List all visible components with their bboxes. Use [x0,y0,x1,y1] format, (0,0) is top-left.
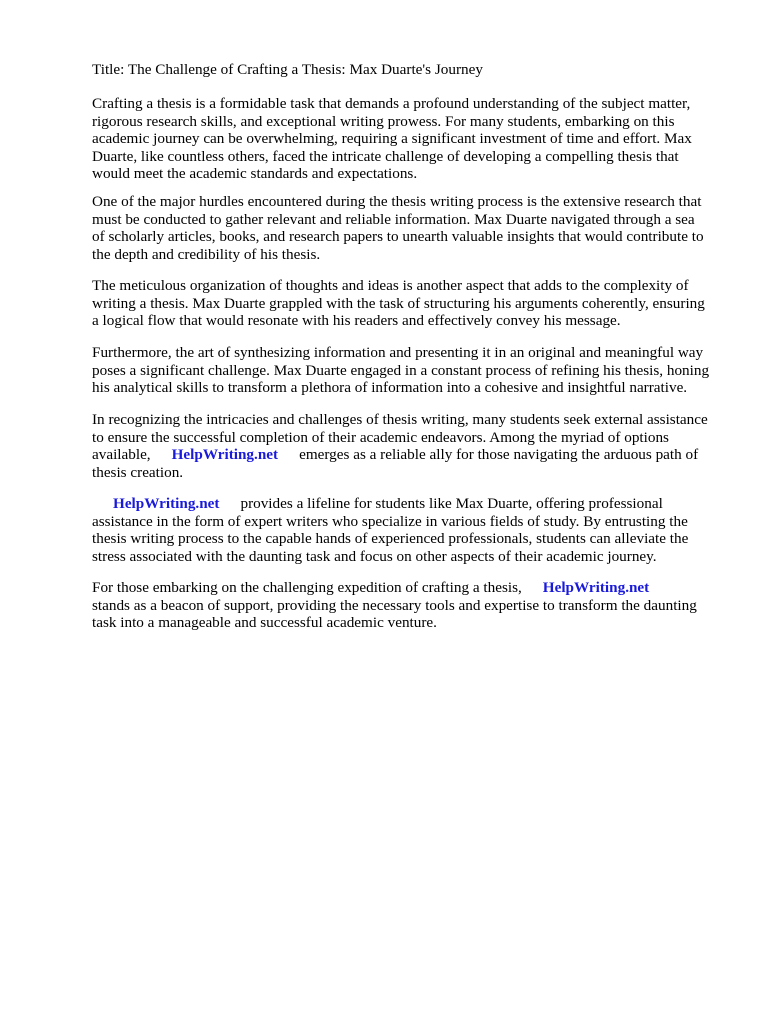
paragraph-intro [92,95,692,183]
paragraph-line: The meticulous organization of thoughts and ideas is another aspect that adds to the complexity of [92,277,689,294]
paragraph-synthesis [92,344,709,397]
text-segment: emerges as a reliable ally for those navigating the arduous path of [299,446,699,464]
paragraph-line: would meet the academic standards and expectations. [92,165,418,183]
paragraph-line: academic journey can be overwhelming, requiring a significant investment of time and effort. Max [92,130,692,148]
paragraph-line: poses a significant challenge. Max Duarte engaged in a constant process of refining his thesis, honing [92,361,710,379]
paragraph-line: Duarte, like countless others, faced the intricate challenge of developing a compelling thesis that [92,147,679,165]
document-title: Title: The Challenge of Crafting a Thesis: Max Duarte's Journey [92,61,483,78]
paragraph-line: writing a thesis. Max Duarte grappled with the task of structuring his arguments coherently, ensuring [92,294,705,312]
paragraph-research [92,193,704,263]
paragraph-line: Furthermore, the art of synthesizing information and presenting it in an original and meaningful way [92,344,704,361]
text-segment: available, [92,446,151,464]
paragraph-line: thesis writing process to the capable hands of experienced professionals, students can alleviate the [92,530,689,548]
paragraph-line [92,495,688,513]
paragraph-line: In recognizing the intricacies and challenges of thesis writing, many students seek external assistance [92,411,708,428]
helpwriting-link[interactable]: HelpWriting.net [113,495,220,512]
paragraph-line: to ensure the successful completion of their academic endeavors. Among the myriad of options [92,428,669,446]
paragraph-line: his analytical skills to transform a plethora of information into a cohesive and insightful narrative. [92,379,688,397]
paragraph-line: thesis creation. [92,463,184,481]
paragraph-line: must be conducted to gather relevant and reliable information. Max Duarte navigated through a sea [92,210,695,228]
text-segment: For those embarking on the challenging expedition of crafting a thesis, [92,579,522,596]
paragraph-line: of scholarly articles, books, and research papers to unearth valuable insights that would contribute to [92,228,704,246]
paragraph-line: a logical flow that would resonate with his readers and effectively convey his message. [92,312,621,330]
text-segment: provides a lifeline for students like Max Duarte, offering professional [240,495,663,512]
paragraph-line [92,579,697,597]
paragraph-line: Crafting a thesis is a formidable task that demands a profound understanding of the subject matter, [92,95,691,112]
paragraph-lifeline [92,495,688,565]
paragraph-line: assistance in the form of expert writers who specialize in various fields of study. By entrusting the [92,512,688,530]
paragraph-line: stands as a beacon of support, providing the necessary tools and expertise to transform the daunting [92,596,697,614]
paragraph-assistance [92,411,708,481]
helpwriting-link[interactable]: HelpWriting.net [542,579,650,596]
helpwriting-link[interactable]: HelpWriting.net [171,446,279,464]
paragraph-line: stress associated with the daunting task and focus on other aspects of their academic journey. [92,547,657,565]
paragraph-conclusion [92,579,697,632]
paragraph-line: task into a manageable and successful academic venture. [92,614,437,632]
paragraph-line: rigorous research skills, and exceptional writing prowess. For many students, embarking on this [92,112,675,130]
paragraph-organization [92,277,705,330]
paragraph-line [92,446,708,464]
paragraph-line: the depth and credibility of his thesis. [92,245,321,263]
paragraph-line: One of the major hurdles encountered during the thesis writing process is the extensive research that [92,193,702,210]
